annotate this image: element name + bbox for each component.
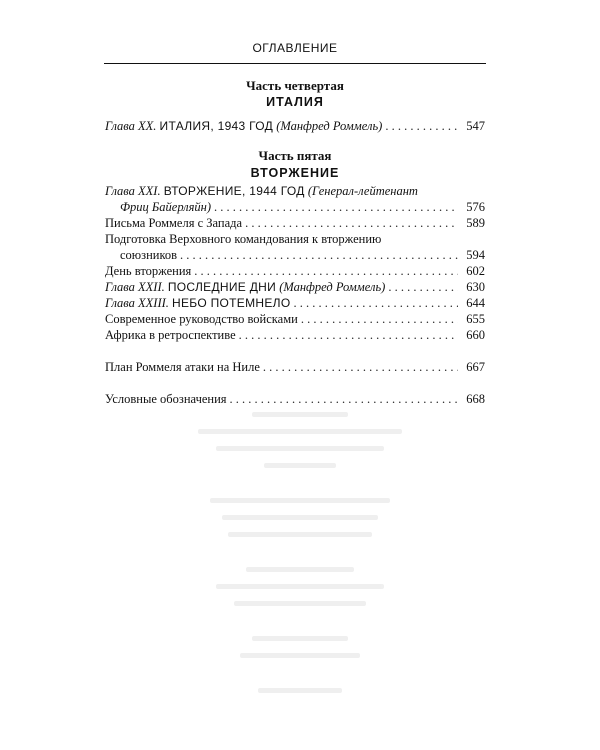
entry-title: Подготовка Верховного командования к вторжению (105, 232, 382, 246)
leader-dots (214, 199, 458, 215)
chapter-author: (Генерал-лейтенант (307, 184, 418, 198)
toc-entry-preparation-line2[interactable] (105, 247, 485, 263)
part-four-label: Часть четвертая (246, 78, 344, 93)
toc-entry-letters[interactable] (105, 215, 485, 231)
chapter-title: ПОСЛЕДНИЕ ДНИ (167, 280, 277, 294)
page-number: 576 (466, 200, 485, 214)
toc-entry-chapter-23[interactable] (105, 295, 485, 311)
toc-entry-dday[interactable] (105, 263, 485, 279)
leader-dots (245, 215, 458, 231)
leader-dots (239, 327, 458, 343)
chapter-prefix: Глава XXIII. (105, 296, 169, 310)
entry-title: День вторжения (105, 264, 192, 278)
chapter-author: (Манфред Роммель) (276, 119, 383, 133)
page-number: 655 (466, 312, 485, 326)
toc-entry-chapter-22[interactable] (105, 279, 485, 295)
entry-title-cont: союзников (120, 248, 178, 262)
chapter-title: ВТОРЖЕНИЕ, 1944 ГОД (163, 184, 305, 198)
entry-title: План Роммеля атаки на Ниле (105, 360, 260, 374)
chapter-author-cont: Фриц Байерляйн) (120, 200, 211, 214)
toc-entry-chapter-20[interactable] (105, 118, 485, 134)
part-four-title: ИТАЛИЯ (266, 95, 324, 109)
bleed-through-texture (180, 400, 420, 720)
part-five-label: Часть пятая (258, 148, 332, 163)
leader-dots (263, 359, 458, 375)
entry-title: Условные обозначения (105, 392, 227, 406)
part-five-title: ВТОРЖЕНИЕ (250, 166, 340, 180)
page-number: 594 (466, 248, 485, 262)
toc-entry-chapter-21-line2[interactable] (105, 199, 485, 215)
page-number: 660 (466, 328, 485, 342)
entry-title: Современное руководство войсками (105, 312, 298, 326)
page-number: 667 (466, 360, 485, 374)
chapter-author: (Манфред Роммель) (279, 280, 386, 294)
leader-dots (293, 295, 458, 311)
page-number: 630 (466, 280, 485, 294)
page-number: 602 (466, 264, 485, 278)
page-number: 644 (466, 296, 485, 310)
running-head: ОГЛАВЛЕНИЕ (252, 41, 338, 55)
leader-dots (385, 118, 458, 134)
toc-entry-preparation-line1[interactable] (105, 231, 485, 247)
chapter-title: НЕБО ПОТЕМНЕЛО (172, 296, 291, 310)
header-rule (104, 63, 486, 64)
page-number: 668 (466, 392, 485, 406)
chapter-prefix: Глава XX. (105, 119, 157, 133)
toc-entry-nile-plan[interactable] (105, 359, 485, 375)
entry-title: Африка в ретроспективе (105, 328, 236, 342)
page-number: 589 (466, 216, 485, 230)
chapter-prefix: Глава XXI. (105, 184, 161, 198)
entry-title: Письма Роммеля с Запада (105, 216, 243, 230)
chapter-prefix: Глава XXII. (105, 280, 165, 294)
leader-dots (388, 279, 458, 295)
leader-dots (180, 247, 458, 263)
leader-dots (194, 263, 458, 279)
toc-entry-chapter-21-line1[interactable] (105, 183, 485, 199)
page-number: 547 (466, 119, 485, 133)
leader-dots (301, 311, 458, 327)
toc-entry-africa[interactable] (105, 327, 485, 343)
chapter-title: ИТАЛИЯ, 1943 ГОД (159, 119, 274, 133)
toc-entry-modern-command[interactable] (105, 311, 485, 327)
